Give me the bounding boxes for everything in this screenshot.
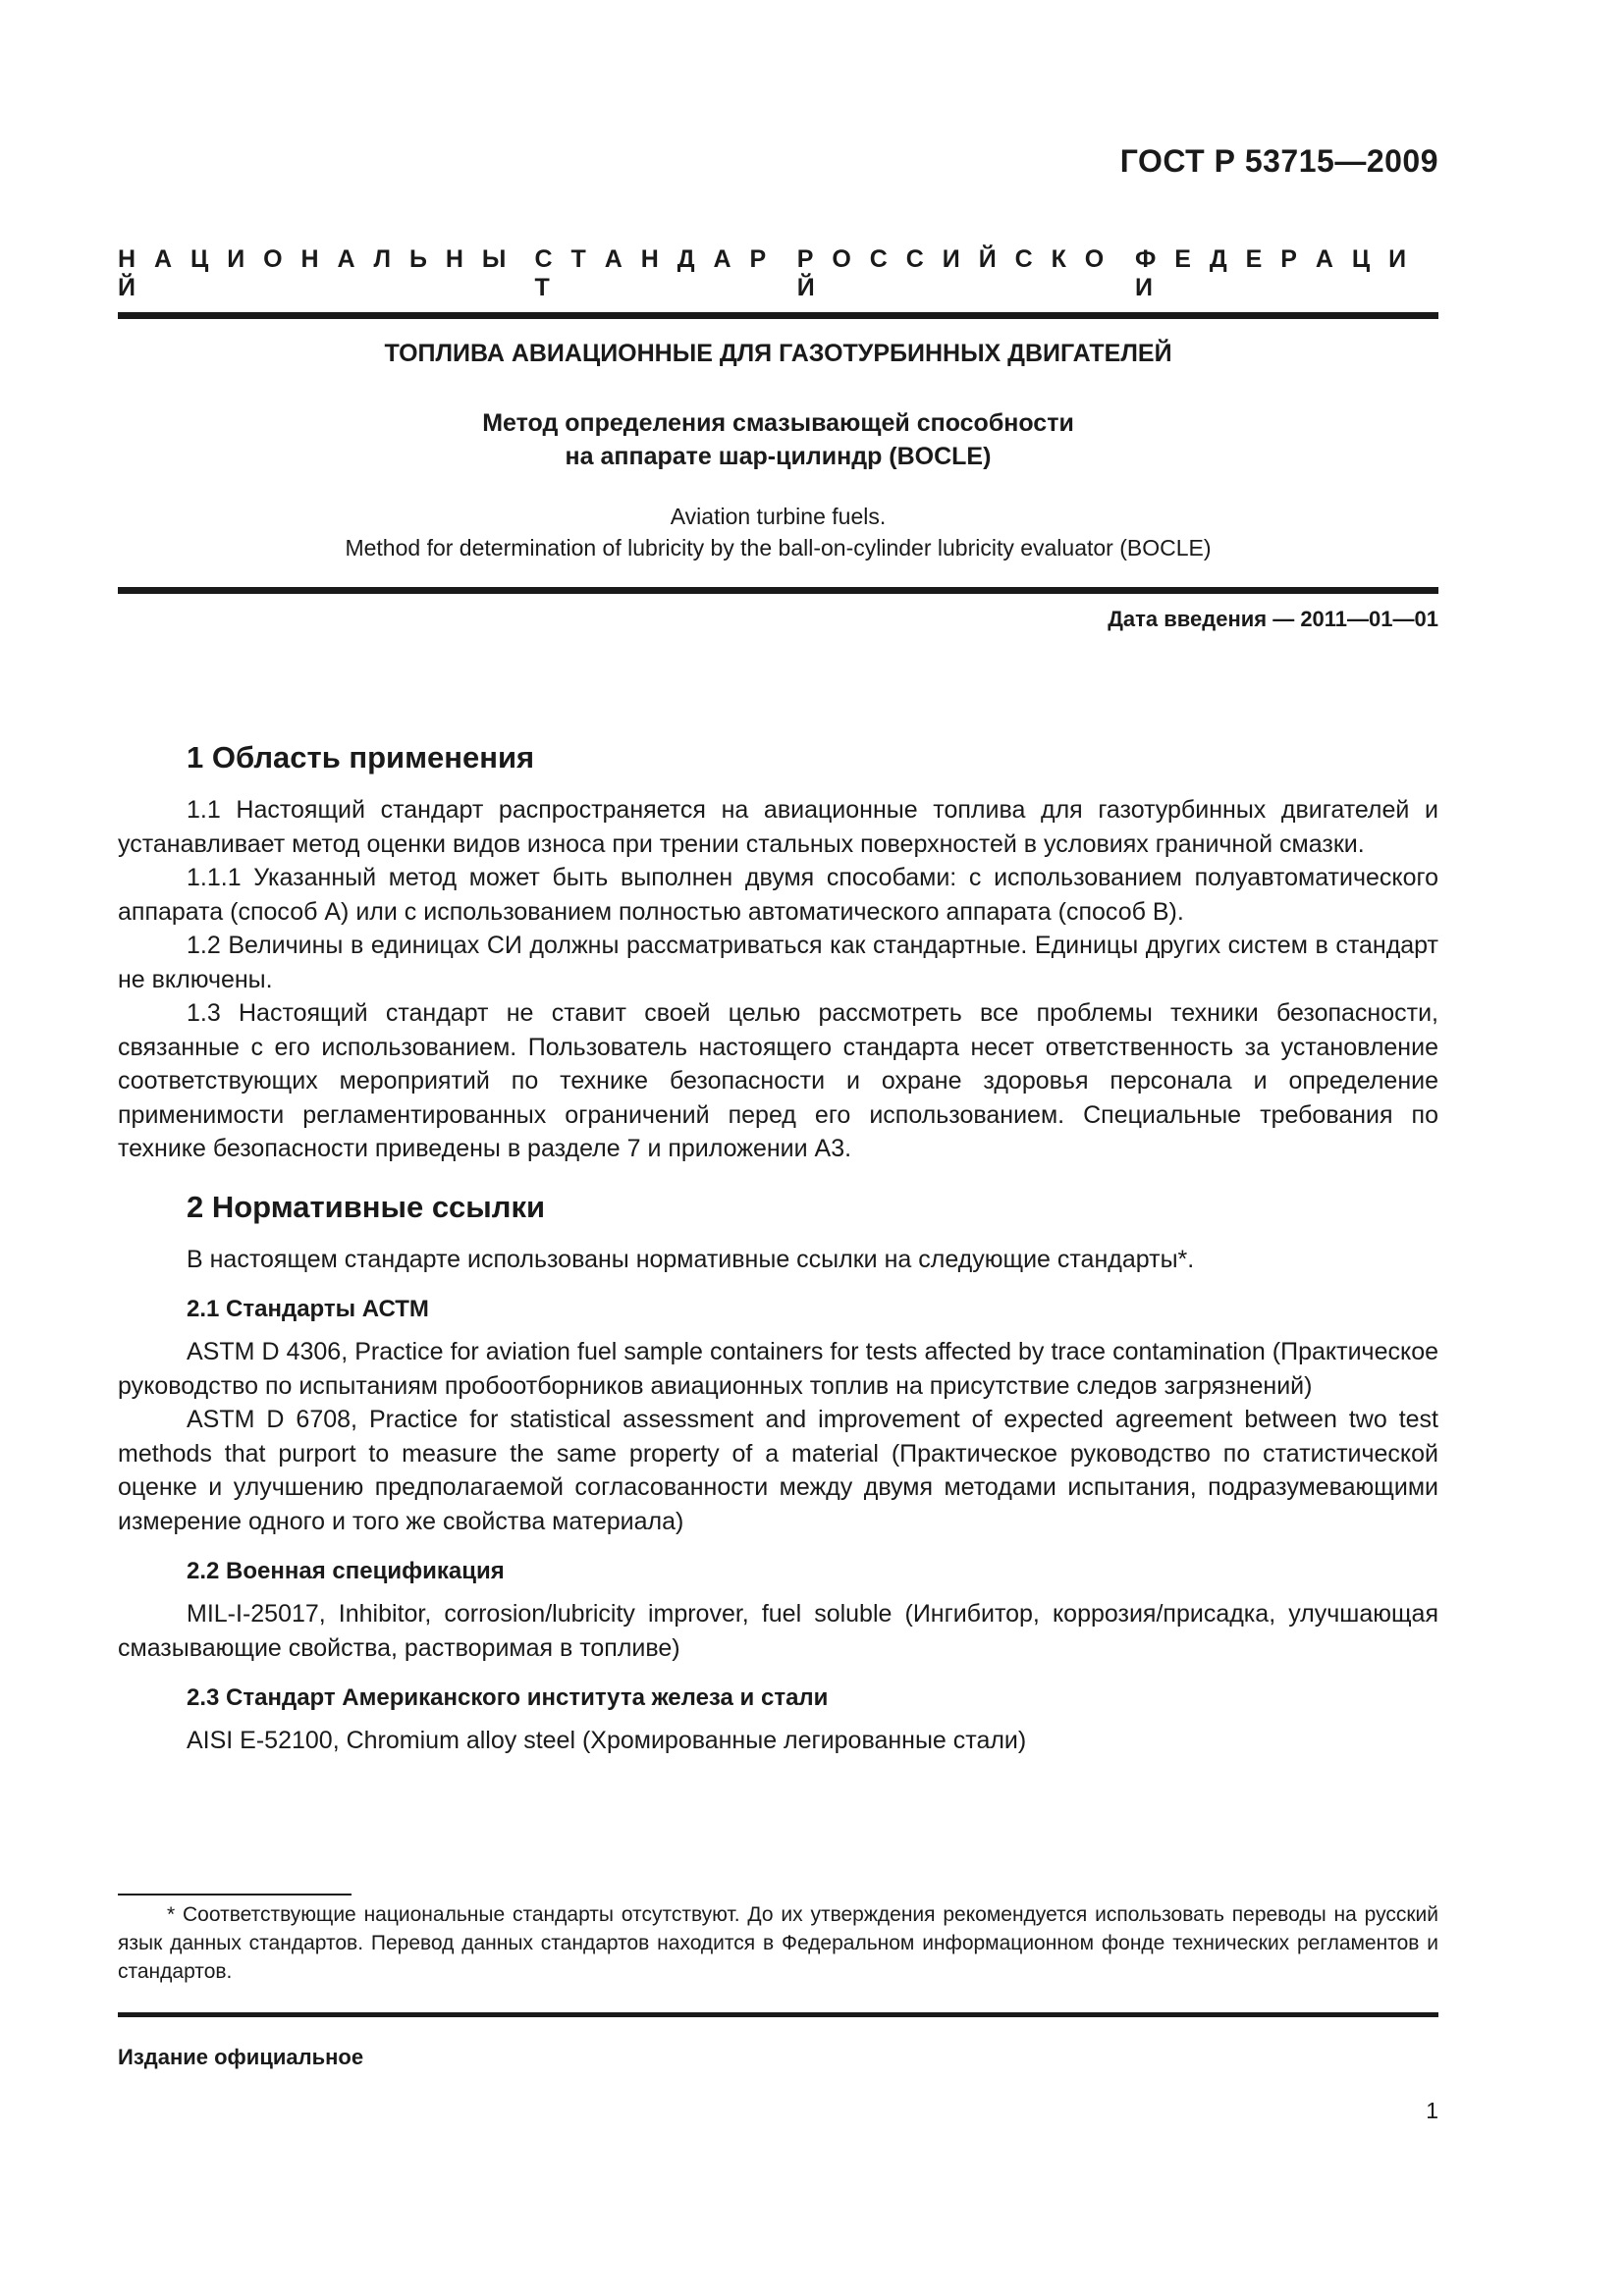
top-rule	[118, 312, 1438, 319]
bottom-rule	[118, 2012, 1438, 2017]
paragraph: MIL-I-25017, Inhibitor, corrosion/lubricity improver, fuel soluble (Ингибитор, коррозия/присадка, улучшающая смазывающие свойства, растворимая в топливе)	[118, 1600, 1438, 1662]
banner-word: Ф Е Д Е Р А Ц И И	[1135, 245, 1413, 301]
document-subtitle	[118, 406, 1438, 473]
paragraph: AISI E-52100, Chromium alloy steel (Хромированные легированные стали)	[187, 1727, 1027, 1754]
national-standard-banner	[118, 245, 1438, 302]
paragraph: ASTM D 4306, Practice for aviation fuel sample containers for tests affected by trace contamination (Практическое руководство по испытаниям пробоотборников авиационных топлив на присутствие следов загрязнений)	[118, 1338, 1438, 1400]
paragraph: В настоящем стандарте использованы нормативные ссылки на следующие стандарты*.	[187, 1245, 1195, 1273]
title-bottom-rule	[118, 587, 1438, 594]
banner-word: Н А Ц И О Н А Л Ь Н Ы Й	[118, 245, 513, 301]
paragraph: 1.2 Величины в единицах СИ должны рассматриваться как стандартные. Единицы других систем в стандарт не включены.	[118, 932, 1438, 993]
standard-code: ГОСТ Р 53715—2009	[1119, 143, 1438, 179]
paragraph: 1.1.1 Указанный метод может быть выполнен двумя способами: с использованием полуавтоматического аппарата (способ А) или с использованием полностью автоматического аппарата (способ В).	[118, 864, 1438, 926]
introduction-date: Дата введения — 2011—01—01	[1108, 607, 1438, 631]
subtitle-line: Метод определения смазывающей способности	[482, 409, 1074, 437]
paragraph: 1.1 Настоящий стандарт распространяется на авиационные топлива для газотурбинных двигателей и устанавливает метод оценки видов износа при трении стальных поверхностей в условиях граничной смазки.	[118, 796, 1438, 858]
subsection-heading: 2.1 Стандарты АСТМ	[187, 1296, 429, 1322]
page-number: 1	[1426, 2098, 1438, 2123]
paragraph: 1.3 Настоящий стандарт не ставит своей целью рассмотреть все проблемы техники безопасности, связанные с его использованием. Пользователь настоящего стандарта несет ответственность за установление соответствующих мероприятий по технике безопасности и охране здоровья персонала и определение применимости регламентированных ограничений перед его использованием. Специальные требования по технике безопасности приведены в разделе 7 и приложении А3.	[118, 999, 1438, 1162]
document-title: ТОПЛИВА АВИАЦИОННЫЕ ДЛЯ ГАЗОТУРБИННЫХ ДВИГАТЕЛЕЙ	[384, 340, 1172, 367]
document-body	[118, 738, 1438, 1758]
banner-word: С Т А Н Д А Р Т	[534, 245, 773, 301]
edition-label: Издание официальное	[118, 2045, 364, 2069]
document-page	[118, 0, 1438, 2296]
paragraph: ASTM D 6708, Practice for statistical assessment and improvement of expected agreement between two test methods that purport to measure the same property of a material (Практическое руководство по статистической оценке и улучшению предполагаемой согласованности между двумя методами испытания, подразумевающими измерение одного и того же свойства материала)	[118, 1406, 1438, 1535]
english-title-line: Method for determination of lubricity by the ball-on-cylinder lubricity evaluator (BOCLE)	[345, 535, 1212, 561]
section-heading: 2 Нормативные ссылки	[187, 1189, 546, 1224]
subsection-heading: 2.2 Военная спецификация	[187, 1558, 505, 1584]
subtitle-line: на аппарате шар-цилиндр (BOCLE)	[565, 443, 992, 470]
english-title	[118, 501, 1438, 563]
footnote: * Соответствующие национальные стандарты отсутствуют. До их утверждения рекомендуется использовать переводы на русский язык данных стандартов. Перевод данных стандартов находится в Федеральном информационном фонде технических регламентов и стандартов.	[118, 1903, 1438, 1983]
english-title-line: Aviation turbine fuels.	[670, 504, 887, 529]
banner-word: Р О С С И Й С К О Й	[796, 245, 1110, 301]
footnote-separator	[118, 1894, 352, 1896]
section-heading: 1 Область применения	[187, 740, 535, 774]
subsection-heading: 2.3 Стандарт Американского института железа и стали	[187, 1684, 829, 1711]
